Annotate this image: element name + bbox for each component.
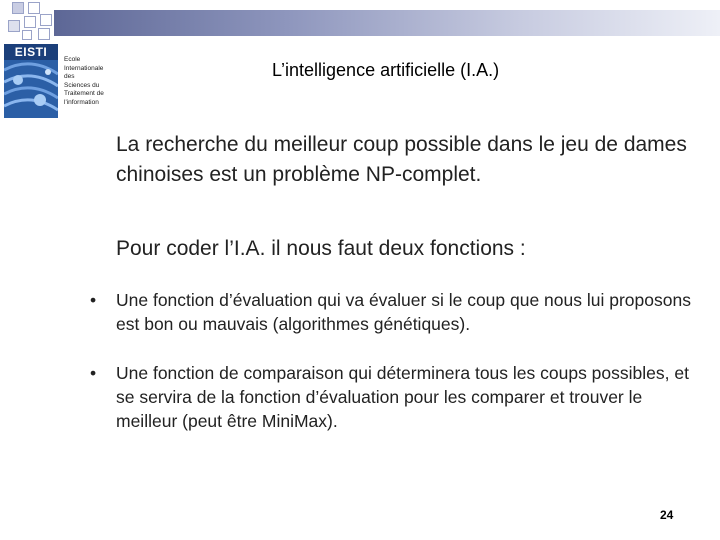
bullet-text: Une fonction de comparaison qui déterminera tous les coups possibles, et se servira de la fonction d’évaluation pour les comparer et trouver le meilleur (peut être MiniMax). bbox=[116, 363, 689, 431]
decor-square bbox=[40, 14, 52, 26]
decor-square bbox=[28, 2, 40, 14]
logo-caption-line: des bbox=[64, 73, 75, 81]
bullet-text: Une fonction d’évaluation qui va évaluer si le coup que nous lui proposons est bon ou mauvais (algorithmes génétiques). bbox=[116, 290, 691, 334]
decor-square bbox=[38, 28, 50, 40]
logo-caption bbox=[64, 56, 124, 108]
decor-square bbox=[12, 2, 24, 14]
paragraph-np-complete: La recherche du meilleur coup possible dans le jeu de dames chinoises est un problème NP-complet. bbox=[116, 133, 687, 186]
logo-caption-line: Internationale bbox=[64, 64, 104, 72]
logo-pattern-icon bbox=[4, 60, 58, 118]
decor-square bbox=[8, 20, 20, 32]
logo-caption-line: Traitement de bbox=[64, 90, 104, 98]
logo-caption-line: Sciences du bbox=[64, 81, 100, 89]
logo-wordmark: EISTI bbox=[4, 44, 58, 60]
bullet-dot: • bbox=[90, 363, 97, 383]
decor-square bbox=[24, 16, 36, 28]
logo-caption-line: l'information bbox=[64, 98, 99, 106]
eisti-logo bbox=[4, 44, 58, 118]
header-gradient-band bbox=[54, 10, 720, 36]
bullet-item-evaluation bbox=[90, 288, 696, 336]
bullet-dot: • bbox=[90, 290, 97, 310]
decor-square bbox=[22, 30, 32, 40]
paragraph-two-functions: Pour coder l’I.A. il nous faut deux fonctions : bbox=[116, 237, 526, 260]
bullet-item-comparison bbox=[90, 361, 696, 433]
page-number: 24 bbox=[660, 508, 674, 522]
slide-title: L’intelligence artificielle (I.A.) bbox=[272, 60, 500, 80]
logo-caption-line: Ecole bbox=[64, 56, 81, 63]
